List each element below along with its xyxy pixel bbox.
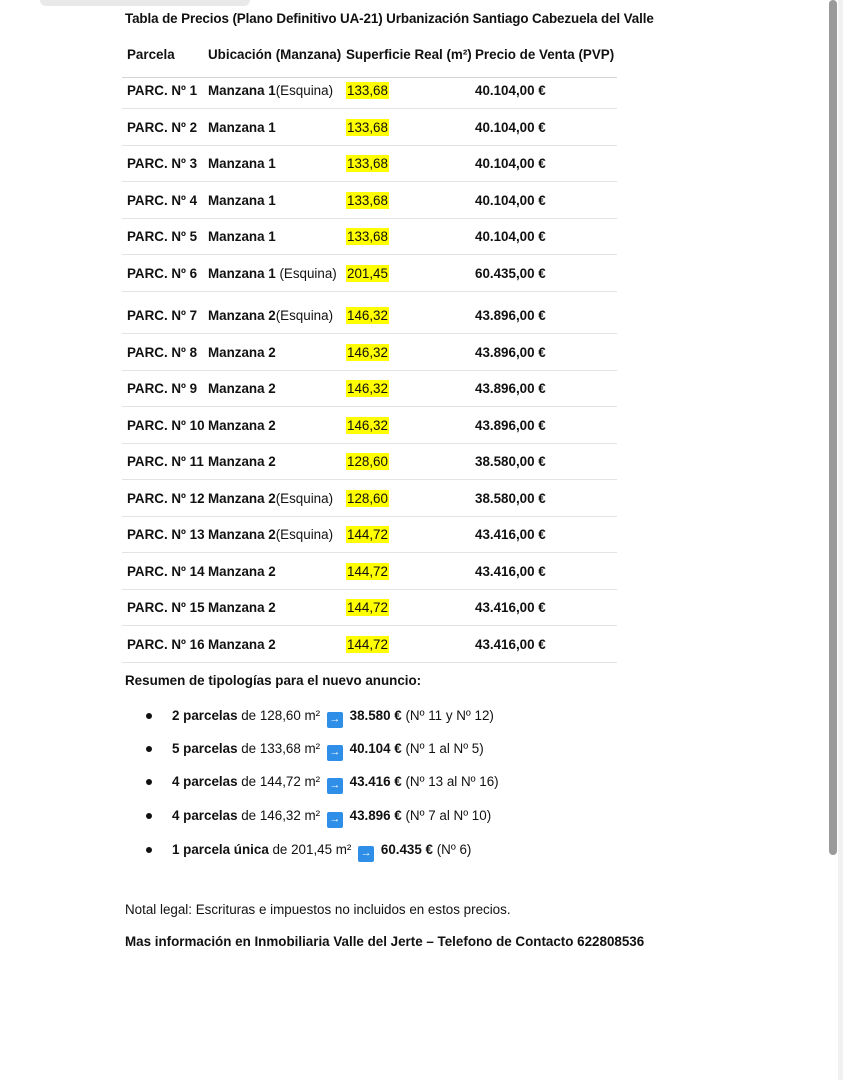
highlight: 133,68: [347, 193, 388, 208]
cell-manzana: Manzana 1: [208, 266, 276, 281]
cell-precio: 38.580,00 €: [475, 454, 546, 469]
header-ubicacion: Ubicación (Manzana): [208, 47, 342, 62]
highlight: 144,72: [347, 600, 388, 615]
cell-ubicacion: [208, 73, 333, 109]
cell-ubicacion: [208, 183, 276, 219]
cell-parcela: PARC. Nº 10: [127, 418, 205, 433]
cell-esquina: (Esquina): [275, 491, 334, 506]
row-divider: [122, 333, 617, 334]
highlight: 128,60: [347, 491, 388, 506]
highlight: 144,72: [347, 527, 388, 542]
list-item: [146, 739, 484, 759]
header-parcela: Parcela: [127, 47, 175, 62]
bullet-ref: (Nº 7 al Nº 10): [401, 808, 492, 823]
highlight: 133,68: [347, 83, 388, 98]
cell-superficie: [346, 481, 389, 517]
cell-manzana: Manzana 2: [208, 491, 276, 506]
row-divider: [122, 406, 617, 407]
table-row: [122, 73, 617, 109]
cell-superficie: [346, 371, 389, 407]
cell-ubicacion: [208, 481, 333, 517]
cell-superficie: [346, 408, 389, 444]
cell-manzana: Manzana 2: [208, 381, 276, 396]
cell-manzana: Manzana 1: [208, 156, 276, 171]
table-row: [122, 517, 617, 553]
top-edge-shadow: [40, 0, 250, 6]
cell-superficie: [346, 444, 389, 480]
legal-note: Notal legal: Escrituras e impuestos no incluidos en estos precios.: [125, 902, 511, 917]
bullet-count: 5 parcelas: [172, 741, 238, 756]
cell-ubicacion: [208, 444, 276, 480]
bullet-price: 43.416 €: [349, 774, 402, 789]
highlight: 133,68: [347, 229, 388, 244]
table-row: [122, 298, 617, 334]
cell-superficie: [346, 554, 389, 590]
bullet-count: 4 parcelas: [172, 808, 238, 823]
header-precio: Precio de Venta (PVP): [475, 47, 615, 62]
cell-manzana: Manzana 2: [208, 454, 276, 469]
cell-precio: 43.416,00 €: [475, 564, 546, 579]
header-superficie: Superficie Real (m²): [346, 47, 472, 62]
cell-ubicacion: [208, 590, 276, 626]
cell-superficie: [346, 219, 389, 255]
cell-manzana: Manzana 2: [208, 418, 276, 433]
highlight: 146,32: [347, 418, 388, 433]
right-arrow-icon: →: [327, 812, 343, 828]
cell-manzana: Manzana 2: [208, 564, 276, 579]
bullet-ref: (Nº 1 al Nº 5): [401, 741, 484, 756]
table-row: [122, 219, 617, 255]
cell-precio: 40.104,00 €: [475, 193, 546, 208]
cell-ubicacion: [208, 517, 333, 553]
resumen-title: Resumen de tipologías para el nuevo anuncio:: [125, 673, 422, 688]
table-row: [122, 444, 617, 480]
cell-parcela: PARC. Nº 2: [127, 120, 198, 135]
table-row: [122, 335, 617, 371]
cell-precio: 43.416,00 €: [475, 600, 546, 615]
cell-precio: 40.104,00 €: [475, 120, 546, 135]
table-row: [122, 146, 617, 182]
cell-ubicacion: [208, 371, 276, 407]
page-title: Tabla de Precios (Plano Definitivo UA-21) Urbanización Santiago Cabezuela del Valle: [125, 11, 654, 26]
cell-parcela: PARC. Nº 8: [127, 345, 198, 360]
cell-precio: 43.896,00 €: [475, 381, 546, 396]
cell-parcela: PARC. Nº 12: [127, 491, 205, 506]
highlight: 144,72: [347, 564, 388, 579]
cell-superficie: [346, 73, 389, 109]
bullet-dot: [146, 847, 152, 853]
bullet-count: 4 parcelas: [172, 774, 238, 789]
cell-parcela: PARC. Nº 14: [127, 564, 205, 579]
list-item: [146, 706, 494, 726]
cell-superficie: [346, 298, 389, 334]
cell-ubicacion: [208, 554, 276, 590]
row-divider: [122, 108, 617, 109]
bullet-surface: de 146,32 m²: [237, 808, 321, 823]
cell-superficie: [346, 146, 389, 182]
cell-esquina: (Esquina): [275, 266, 337, 281]
row-divider: [122, 254, 617, 255]
table-row: [122, 110, 617, 146]
cell-precio: 43.896,00 €: [475, 345, 546, 360]
highlight: 201,45: [347, 266, 388, 281]
bullet-surface: de 144,72 m²: [237, 774, 321, 789]
row-divider: [122, 479, 617, 480]
bullet-surface: de 133,68 m²: [237, 741, 321, 756]
bullet-count: 1 parcela única: [172, 842, 269, 857]
cell-precio: 40.104,00 €: [475, 156, 546, 171]
cell-parcela: PARC. Nº 11: [127, 454, 204, 469]
cell-ubicacion: [208, 219, 276, 255]
list-item: [146, 806, 491, 826]
cell-manzana: Manzana 2: [208, 600, 276, 615]
cell-esquina: (Esquina): [275, 308, 334, 323]
cell-manzana: Manzana 1: [208, 229, 276, 244]
cell-superficie: [346, 335, 389, 371]
bullet-ref: (Nº 11 y Nº 12): [401, 708, 494, 723]
right-arrow-icon: →: [327, 778, 343, 794]
right-arrow-icon: →: [327, 712, 343, 728]
cell-superficie: [346, 256, 389, 292]
cell-ubicacion: [208, 298, 333, 334]
bullet-surface: de 201,45 m²: [268, 842, 352, 857]
cell-manzana: Manzana 1: [208, 120, 276, 135]
cell-precio: 40.104,00 €: [475, 229, 546, 244]
row-divider: [122, 181, 617, 182]
table-row: [122, 371, 617, 407]
cell-precio: 43.896,00 €: [475, 308, 546, 323]
cell-ubicacion: [208, 335, 276, 371]
cell-superficie: [346, 110, 389, 146]
bullet-dot: [146, 779, 152, 785]
row-divider: [122, 662, 617, 663]
table-row: [122, 256, 617, 292]
right-arrow-icon: →: [327, 745, 343, 761]
cell-superficie: [346, 517, 389, 553]
cell-parcela: PARC. Nº 15: [127, 600, 205, 615]
table-row: [122, 183, 617, 219]
cell-esquina: (Esquina): [275, 83, 334, 98]
cell-manzana: Manzana 2: [208, 637, 276, 652]
cell-manzana: Manzana 2: [208, 345, 276, 360]
bullet-price: 60.435 €: [380, 842, 433, 857]
table-row: [122, 408, 617, 444]
highlight: 146,32: [347, 381, 388, 396]
table-row: [122, 590, 617, 626]
cell-parcela: PARC. Nº 13: [127, 527, 205, 542]
cell-precio: 40.104,00 €: [475, 83, 546, 98]
highlight: 133,68: [347, 156, 388, 171]
bullet-price: 40.104 €: [349, 741, 402, 756]
list-item: [146, 840, 471, 860]
cell-ubicacion: [208, 627, 276, 663]
scrollbar[interactable]: [829, 0, 837, 855]
bullet-price: 43.896 €: [349, 808, 402, 823]
row-divider: [122, 291, 617, 292]
cell-parcela: PARC. Nº 3: [127, 156, 198, 171]
cell-ubicacion: [208, 110, 276, 146]
highlight: 146,32: [347, 308, 388, 323]
cell-ubicacion: [208, 146, 276, 182]
bullet-surface: de 128,60 m²: [237, 708, 321, 723]
cell-parcela: PARC. Nº 4: [127, 193, 198, 208]
table-row: [122, 481, 617, 517]
highlight: 144,72: [347, 637, 388, 652]
table-row: [122, 554, 617, 590]
table-row: [122, 627, 617, 663]
cell-precio: 60.435,00 €: [475, 266, 546, 281]
cell-parcela: PARC. Nº 7: [127, 308, 198, 323]
row-divider: [122, 625, 617, 626]
cell-precio: 43.416,00 €: [475, 527, 546, 542]
list-item: [146, 772, 499, 792]
bullet-dot: [146, 713, 152, 719]
cell-superficie: [346, 627, 389, 663]
cell-precio: 43.416,00 €: [475, 637, 546, 652]
bullet-dot: [146, 746, 152, 752]
cell-ubicacion: [208, 408, 276, 444]
cell-manzana: Manzana 1: [208, 83, 276, 98]
cell-parcela: PARC. Nº 1: [127, 83, 198, 98]
bullet-ref: (Nº 13 al Nº 16): [401, 774, 499, 789]
right-arrow-icon: →: [358, 846, 374, 862]
cell-manzana: Manzana 2: [208, 527, 276, 542]
cell-precio: 43.896,00 €: [475, 418, 546, 433]
cell-manzana: Manzana 1: [208, 193, 276, 208]
bullet-ref: (Nº 6): [433, 842, 472, 857]
highlight: 146,32: [347, 345, 388, 360]
bullet-count: 2 parcelas: [172, 708, 238, 723]
highlight: 128,60: [347, 454, 388, 469]
row-divider: [122, 552, 617, 553]
cell-parcela: PARC. Nº 16: [127, 637, 205, 652]
highlight: 133,68: [347, 120, 388, 135]
contact-info: Mas información en Inmobiliaria Valle del Jerte – Telefono de Contacto 622808536: [125, 934, 645, 949]
cell-ubicacion: [208, 256, 337, 292]
cell-precio: 38.580,00 €: [475, 491, 546, 506]
bullet-dot: [146, 813, 152, 819]
cell-manzana: Manzana 2: [208, 308, 276, 323]
cell-superficie: [346, 183, 389, 219]
cell-parcela: PARC. Nº 6: [127, 266, 198, 281]
bullet-price: 38.580 €: [349, 708, 402, 723]
cell-parcela: PARC. Nº 5: [127, 229, 198, 244]
cell-parcela: PARC. Nº 9: [127, 381, 198, 396]
cell-superficie: [346, 590, 389, 626]
cell-esquina: (Esquina): [275, 527, 334, 542]
